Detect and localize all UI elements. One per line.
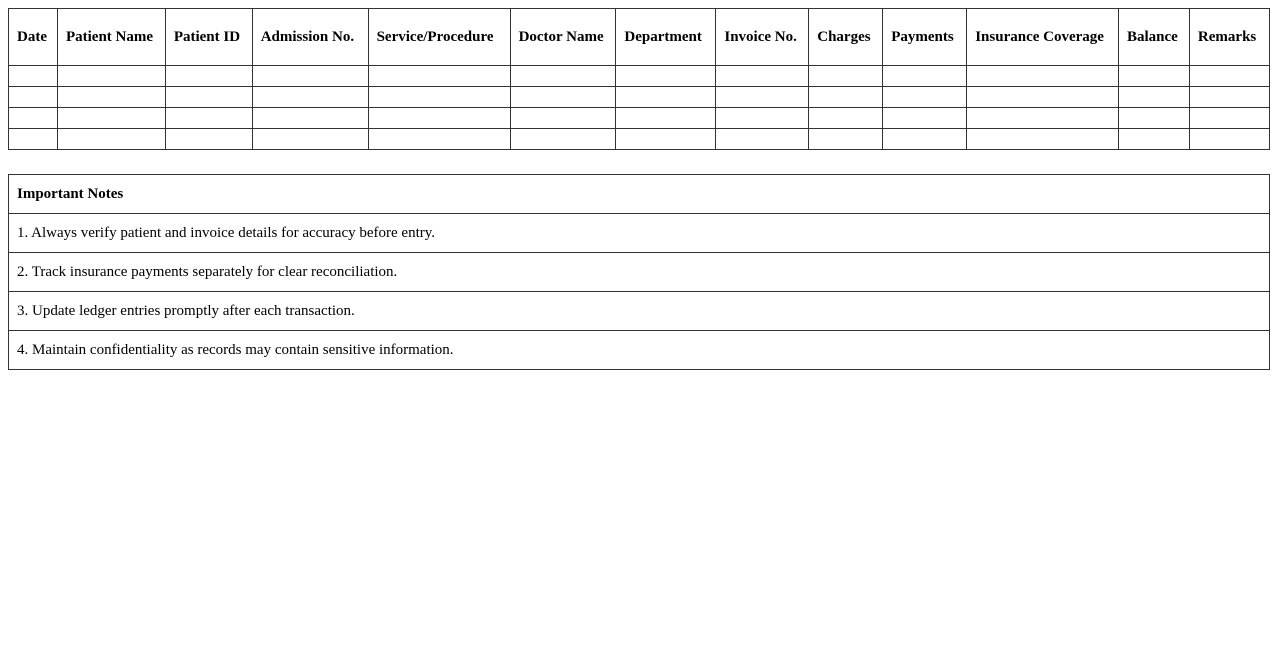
table-cell[interactable] xyxy=(9,87,58,108)
important-notes-table xyxy=(8,174,1270,370)
table-cell[interactable] xyxy=(883,87,967,108)
note-text: 2. Track insurance payments separately for clear reconciliation. xyxy=(9,253,1270,292)
column-header-department: Department xyxy=(616,9,716,66)
ledger-header-row xyxy=(9,9,1270,66)
table-cell[interactable] xyxy=(510,129,616,150)
table-cell[interactable] xyxy=(252,108,368,129)
table-cell[interactable] xyxy=(165,108,252,129)
list-item xyxy=(9,331,1270,370)
column-header-charges: Charges xyxy=(809,9,883,66)
table-cell[interactable] xyxy=(57,108,165,129)
column-header-balance: Balance xyxy=(1118,9,1189,66)
table-cell[interactable] xyxy=(716,108,809,129)
table-cell[interactable] xyxy=(165,129,252,150)
table-cell[interactable] xyxy=(716,87,809,108)
table-cell[interactable] xyxy=(883,129,967,150)
column-header-date: Date xyxy=(9,9,58,66)
table-cell[interactable] xyxy=(967,129,1119,150)
table-cell[interactable] xyxy=(57,129,165,150)
notes-header-row xyxy=(9,175,1270,214)
column-header-admission-no: Admission No. xyxy=(252,9,368,66)
table-cell[interactable] xyxy=(252,87,368,108)
table-cell[interactable] xyxy=(616,87,716,108)
table-row xyxy=(9,66,1270,87)
table-cell[interactable] xyxy=(1189,108,1269,129)
note-text: 1. Always verify patient and invoice details for accuracy before entry. xyxy=(9,214,1270,253)
table-cell[interactable] xyxy=(1118,129,1189,150)
table-cell[interactable] xyxy=(510,66,616,87)
table-cell[interactable] xyxy=(809,129,883,150)
table-cell[interactable] xyxy=(809,108,883,129)
table-cell[interactable] xyxy=(1189,66,1269,87)
table-cell[interactable] xyxy=(57,87,165,108)
table-cell[interactable] xyxy=(1189,87,1269,108)
table-cell[interactable] xyxy=(809,66,883,87)
table-cell[interactable] xyxy=(1189,129,1269,150)
list-item xyxy=(9,292,1270,331)
list-item xyxy=(9,214,1270,253)
table-cell[interactable] xyxy=(809,87,883,108)
column-header-remarks: Remarks xyxy=(1189,9,1269,66)
table-cell[interactable] xyxy=(368,87,510,108)
table-row xyxy=(9,108,1270,129)
table-cell[interactable] xyxy=(165,87,252,108)
column-header-insurance-coverage: Insurance Coverage xyxy=(967,9,1119,66)
column-header-payments: Payments xyxy=(883,9,967,66)
table-cell[interactable] xyxy=(1118,66,1189,87)
table-cell[interactable] xyxy=(1118,87,1189,108)
note-text: 3. Update ledger entries promptly after each transaction. xyxy=(9,292,1270,331)
table-cell[interactable] xyxy=(616,108,716,129)
table-cell[interactable] xyxy=(616,129,716,150)
table-cell[interactable] xyxy=(1118,108,1189,129)
column-header-patient-name: Patient Name xyxy=(57,9,165,66)
table-cell[interactable] xyxy=(616,66,716,87)
table-cell[interactable] xyxy=(510,87,616,108)
ledger-body xyxy=(9,66,1270,150)
table-cell[interactable] xyxy=(716,129,809,150)
table-cell[interactable] xyxy=(9,108,58,129)
table-cell[interactable] xyxy=(368,66,510,87)
table-cell[interactable] xyxy=(9,66,58,87)
table-cell[interactable] xyxy=(252,66,368,87)
table-cell[interactable] xyxy=(510,108,616,129)
notes-title: Important Notes xyxy=(9,175,1270,214)
note-text: 4. Maintain confidentiality as records may contain sensitive information. xyxy=(9,331,1270,370)
table-cell[interactable] xyxy=(9,129,58,150)
column-header-service-procedure: Service/Procedure xyxy=(368,9,510,66)
table-cell[interactable] xyxy=(967,87,1119,108)
table-cell[interactable] xyxy=(967,66,1119,87)
table-row xyxy=(9,87,1270,108)
table-row xyxy=(9,129,1270,150)
table-cell[interactable] xyxy=(716,66,809,87)
table-cell[interactable] xyxy=(165,66,252,87)
column-header-doctor-name: Doctor Name xyxy=(510,9,616,66)
ledger-table xyxy=(8,8,1270,150)
column-header-invoice-no: Invoice No. xyxy=(716,9,809,66)
table-cell[interactable] xyxy=(368,108,510,129)
table-cell[interactable] xyxy=(252,129,368,150)
table-cell[interactable] xyxy=(57,66,165,87)
table-cell[interactable] xyxy=(967,108,1119,129)
table-cell[interactable] xyxy=(883,108,967,129)
table-cell[interactable] xyxy=(368,129,510,150)
list-item xyxy=(9,253,1270,292)
column-header-patient-id: Patient ID xyxy=(165,9,252,66)
table-cell[interactable] xyxy=(883,66,967,87)
